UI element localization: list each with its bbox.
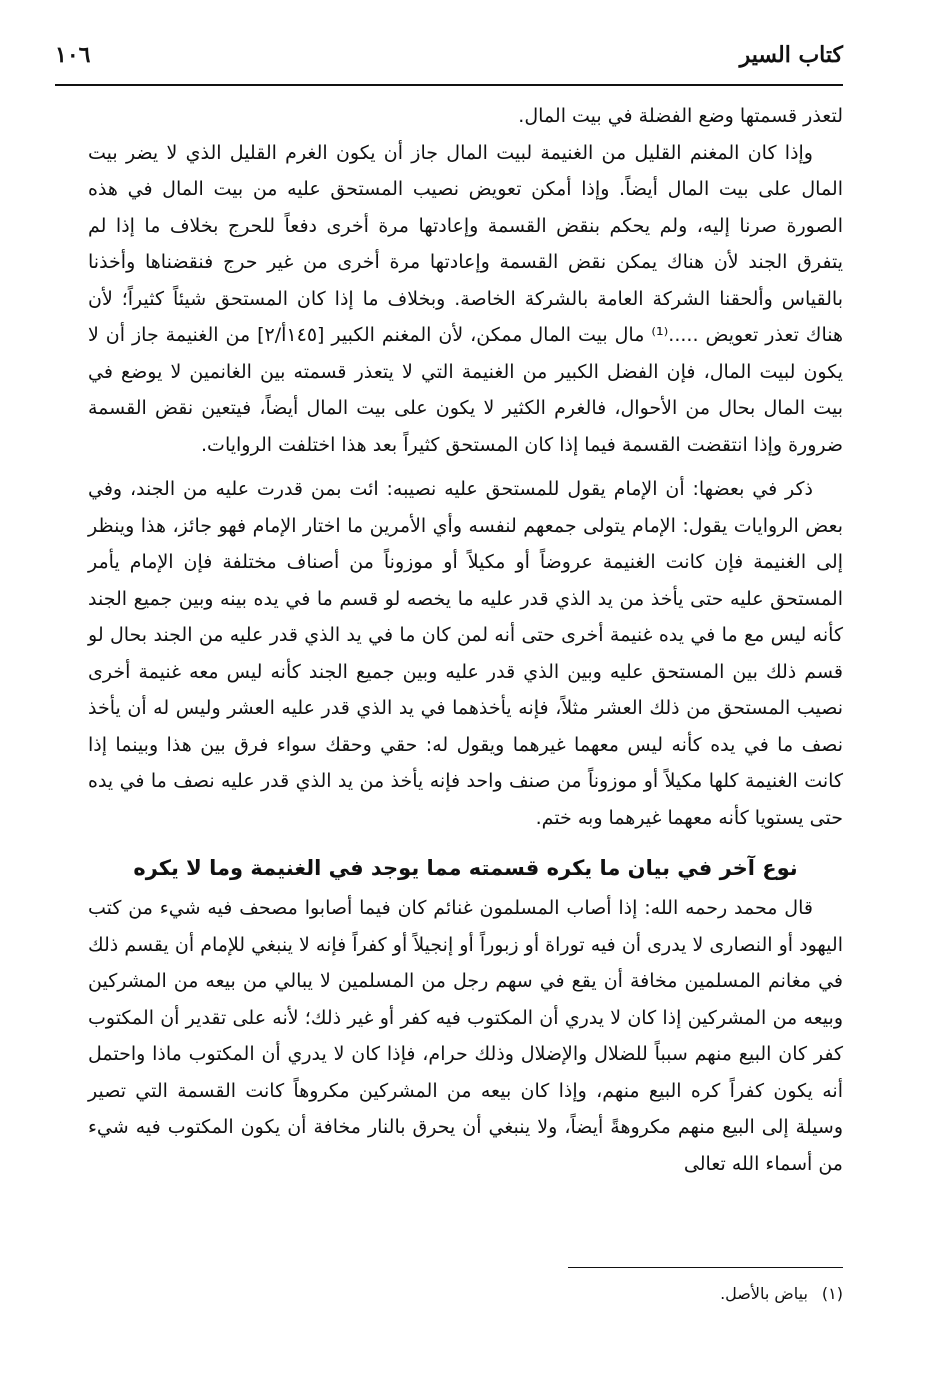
footnote-number: (١) [821, 1284, 843, 1303]
page-number: ١٠٦ [55, 42, 91, 68]
paragraph-1: لتعذر قسمتها وضع الفضلة في بيت المال. [518, 105, 843, 127]
running-title: كتاب السير [739, 42, 843, 68]
main-text [88, 98, 843, 1182]
header-divider [55, 84, 843, 86]
footnote [88, 1282, 843, 1306]
paragraph-3: ذكر في بعضها: أن الإمام يقول للمستحق عليه نصيبه: ائت بمن قدرت عليه من الجند، وفي بعض الروايات يقول: الإمام يتولى جمعهم لنفسه وأي الأمرين ما اختار الإمام فهو جائز، هذا وينظر إلى الغنيمة فإن كانت الغنيمة عروضاً أو مكيلاً أو موزوناً من أصناف مختلفة فإن الإمام يأمر المستحق عليه حتى يأخذ من يد الذي قدر عليه ما يخصه لو قسم ما في يده بينه وبين جميع الجند كأنه ليس مع ما في يده غنيمة أخرى حتى أنه لمن كان ما في يد الذي قدر عليه من الجند بحال لو قسم ذلك بين المستحق عليه وبين الذي قدر عليه وبين جميع الجند كأنه ليس معه غنيمة أخرى نصيب المستحق من ذلك العشر مثلاً، فإنه يأخذهما في يد الذي قدر عليه العشر وليس له أن يأخذ نصف ما في يده كأنه ليس معهما غيرهما ويقول له: حقي وحقك سواء فرق بين هذا وبينما إذا كانت الغنيمة كلها مكيلاً أو موزوناً من صنف واحد فإنه يأخذ من يد الذي قدر عليه نصف ما في يده حتى يستويا كأنه معهما غيرهما وبه ختم. [88, 478, 843, 829]
section-paragraph: قال محمد رحمه الله: إذا أصاب المسلمون غنائم كان فيما أصابوا مصحف فيه شيء من كتب اليهود أو النصارى لا يدرى أن فيه توراة أو زبوراً أو إنجيلاً أو كفراً فإنه لا ينبغي للإمام أن يقسم ذلك في مغانم المسلمين مخافة أن يقع في سهم رجل من المسلمين لا يبالي من بيعه من المشركين وبيعه من المشركين إذا كان لا يدري أن المكتوب فيه كفر أو غير ذلك؛ لأنه على تقدير أن المكتوب كفر كان البيع منهم سبباً للضلال والإضلال وذلك حرام، فإذا كان لا يدري أن المكتوب ماذا واحتمل أنه يكون كفراً كره البيع منهم، وإذا كان بيعه من المشركين مكروهاً كانت القسمة التي تصير وسيلة إلى البيع منهم مكروهةً أيضاً، ولا ينبغي أن يحرق بالنار مخافة أن يكون المكتوب فيه شيء من أسماء الله تعالى [88, 897, 843, 1175]
paragraph-2: وإذا كان المغنم القليل من الغنيمة لبيت المال جاز أن يكون الغرم القليل الذي لا يضر بيت المال على بيت المال أيضاً. وإذا أمكن تعويض نصيب المستحق عليه من بيت المال في هذه الصورة صرنا إليه، ولم يحكم بنقض القسمة وإعادتها مرة أخرى دفعاً للحرج بخلاف ما إذا لم يتفرق الجند لأن هناك يمكن نقض القسمة وإعادتها مرة أخرى من غير حرج فنقضناها وأخذنا بالقياس وألحقنا الشركة العامة بالشركة الخاصة. وبخلاف ما إذا كان المستحق شيئاً كثيراً؛ لأن هناك تعذر تعويض .....⁽¹⁾ مال بيت المال ممكن، لأن المغنم الكبير [١٤٥أ/٢] من الغنيمة جاز أن لا يكون لبيت المال، فإن الفضل الكبير من الغنيمة التي لا يتعذر قسمته بين الغانمين لا يوضع في بيت المال بحال من الأحوال، فالغرم الكثير لا يكون على بيت المال أيضاً، فيتعين نقض القسمة ضرورة وإذا انتقضت القسمة فيما إذا كان المستحق كثيراً بعد هذا اختلفت الروايات. [88, 141, 844, 456]
footnote-text: بياض بالأصل. [720, 1284, 808, 1303]
footnote-divider [568, 1267, 843, 1268]
section-heading: نوع آخر في بيان ما يكره قسمته مما يوجد في الغنيمة وما لا يكره [133, 856, 798, 880]
page-header [55, 36, 843, 82]
